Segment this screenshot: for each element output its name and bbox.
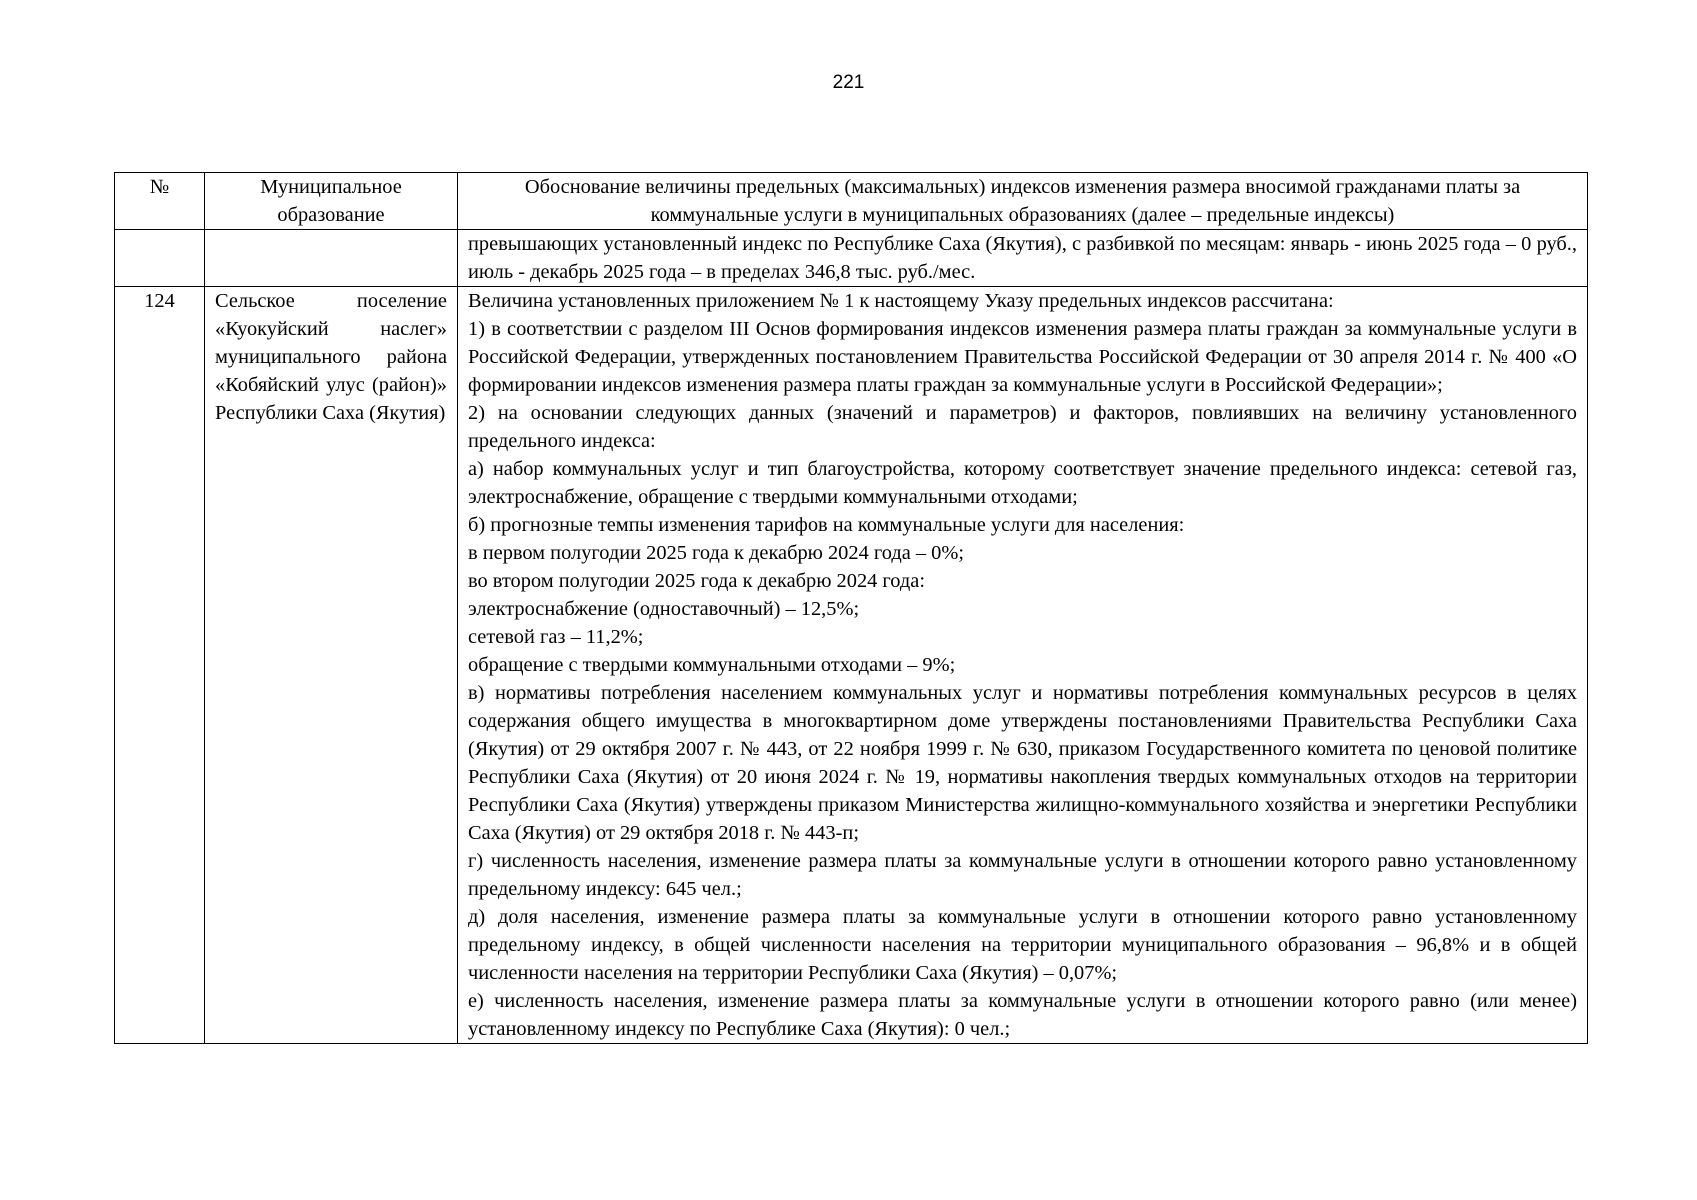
paragraph: е) численность населения, изменение размера платы за коммунальные услуги в отношении которого равно (или менее) установленному индексу по Республике Саха (Якутия): 0 чел.; bbox=[468, 990, 1577, 1040]
cell-num-continuation bbox=[115, 230, 205, 287]
cell-justification-continuation bbox=[458, 230, 1588, 287]
header-municipality: Муниципальное образование bbox=[205, 173, 458, 230]
cell-municipality bbox=[205, 287, 458, 1044]
paragraph: в первом полугодии 2025 года к декабрю 2024 года – 0%; bbox=[468, 542, 964, 564]
paragraph: во втором полугодии 2025 года к декабрю 2024 года: bbox=[468, 570, 925, 592]
paragraph: Величина установленных приложением № 1 к настоящему Указу предельных индексов рассчитана: bbox=[468, 290, 1334, 312]
page-number: 221 bbox=[832, 72, 865, 93]
header-num: № bbox=[115, 173, 205, 230]
paragraph: обращение с твердыми коммунальными отходами – 9%; bbox=[468, 654, 956, 676]
continuation-text: превышающих установленный индекс по Республике Саха (Якутия), с разбивкой по месяцам: январь - июнь 2025 года – 0 руб., июль - декабрь 2025 года – в пределах 346,8 тыс. руб./мес. bbox=[468, 233, 1577, 283]
paragraph: 1) в соответствии с разделом III Основ формирования индексов изменения размера платы граждан за коммунальные услуги в Российской Федерации, утвержденных постановлением Правительства Российской Федерации от 30 апреля 2014 г. № 400 «О формировании индексов изменения размера платы граждан за коммунальные услуги в Российской Федерации»; bbox=[468, 318, 1577, 396]
table-row-124 bbox=[115, 287, 1588, 1044]
paragraph: д) доля населения, изменение размера платы за коммунальные услуги в отношении которого равно установленному предельному индексу, в общей численности населения на территории муниципального образования – 96,8% и в общей численности населения на территории Республики Саха (Якутия) – 0,07%; bbox=[468, 906, 1577, 984]
paragraph: 2) на основании следующих данных (значений и параметров) и факторов, повлиявших на величину установленного предельного индекса: bbox=[468, 402, 1577, 452]
indices-table bbox=[114, 172, 1588, 1044]
paragraph: а) набор коммунальных услуг и тип благоустройства, которому соответствует значение предельного индекса: сетевой газ, электроснабжение, обращение с твердыми коммунальными отходами; bbox=[468, 458, 1577, 508]
table-row-continuation bbox=[115, 230, 1588, 287]
header-justification: Обоснование величины предельных (максимальных) индексов изменения размера вносимой гражданами платы за коммунальные услуги в муниципальных образованиях (далее – предельные индексы) bbox=[458, 173, 1588, 230]
cell-justification bbox=[458, 287, 1588, 1044]
paragraph: б) прогнозные темпы изменения тарифов на коммунальные услуги для населения: bbox=[468, 514, 1185, 536]
paragraph: в) нормативы потребления населением коммунальных услуг и нормативы потребления коммунальных ресурсов в целях содержания общего имущества в многоквартирном доме утверждены постановлениями Правительства Республики Саха (Якутия) от 29 октября 2007 г. № 443, от 22 ноября 1999 г. № 630, приказом Государственного комитета по ценовой политике Республики Саха (Якутия) от 20 июня 2024 г. № 19, нормативы накопления твердых коммунальных отходов на территории Республики Саха (Якутия) утверждены приказом Министерства жилищно-коммунального хозяйства и энергетики Республики Саха (Якутия) от 29 октября 2018 г. № 443-п; bbox=[468, 682, 1577, 844]
cell-municipality-continuation bbox=[205, 230, 458, 287]
paragraph: электроснабжение (одноставочный) – 12,5%; bbox=[468, 598, 860, 620]
table-header-row bbox=[115, 173, 1588, 230]
paragraph: г) численность населения, изменение размера платы за коммунальные услуги в отношении которого равно установленному предельному индексу: 645 чел.; bbox=[468, 850, 1577, 900]
cell-num: 124 bbox=[115, 287, 205, 1044]
paragraph: сетевой газ – 11,2%; bbox=[468, 626, 644, 648]
municipality-name: Сельское поселение «Куокуйский наслег» муниципального района «Кобяйский улус (район)» Республики Саха (Якутия) bbox=[215, 290, 447, 424]
